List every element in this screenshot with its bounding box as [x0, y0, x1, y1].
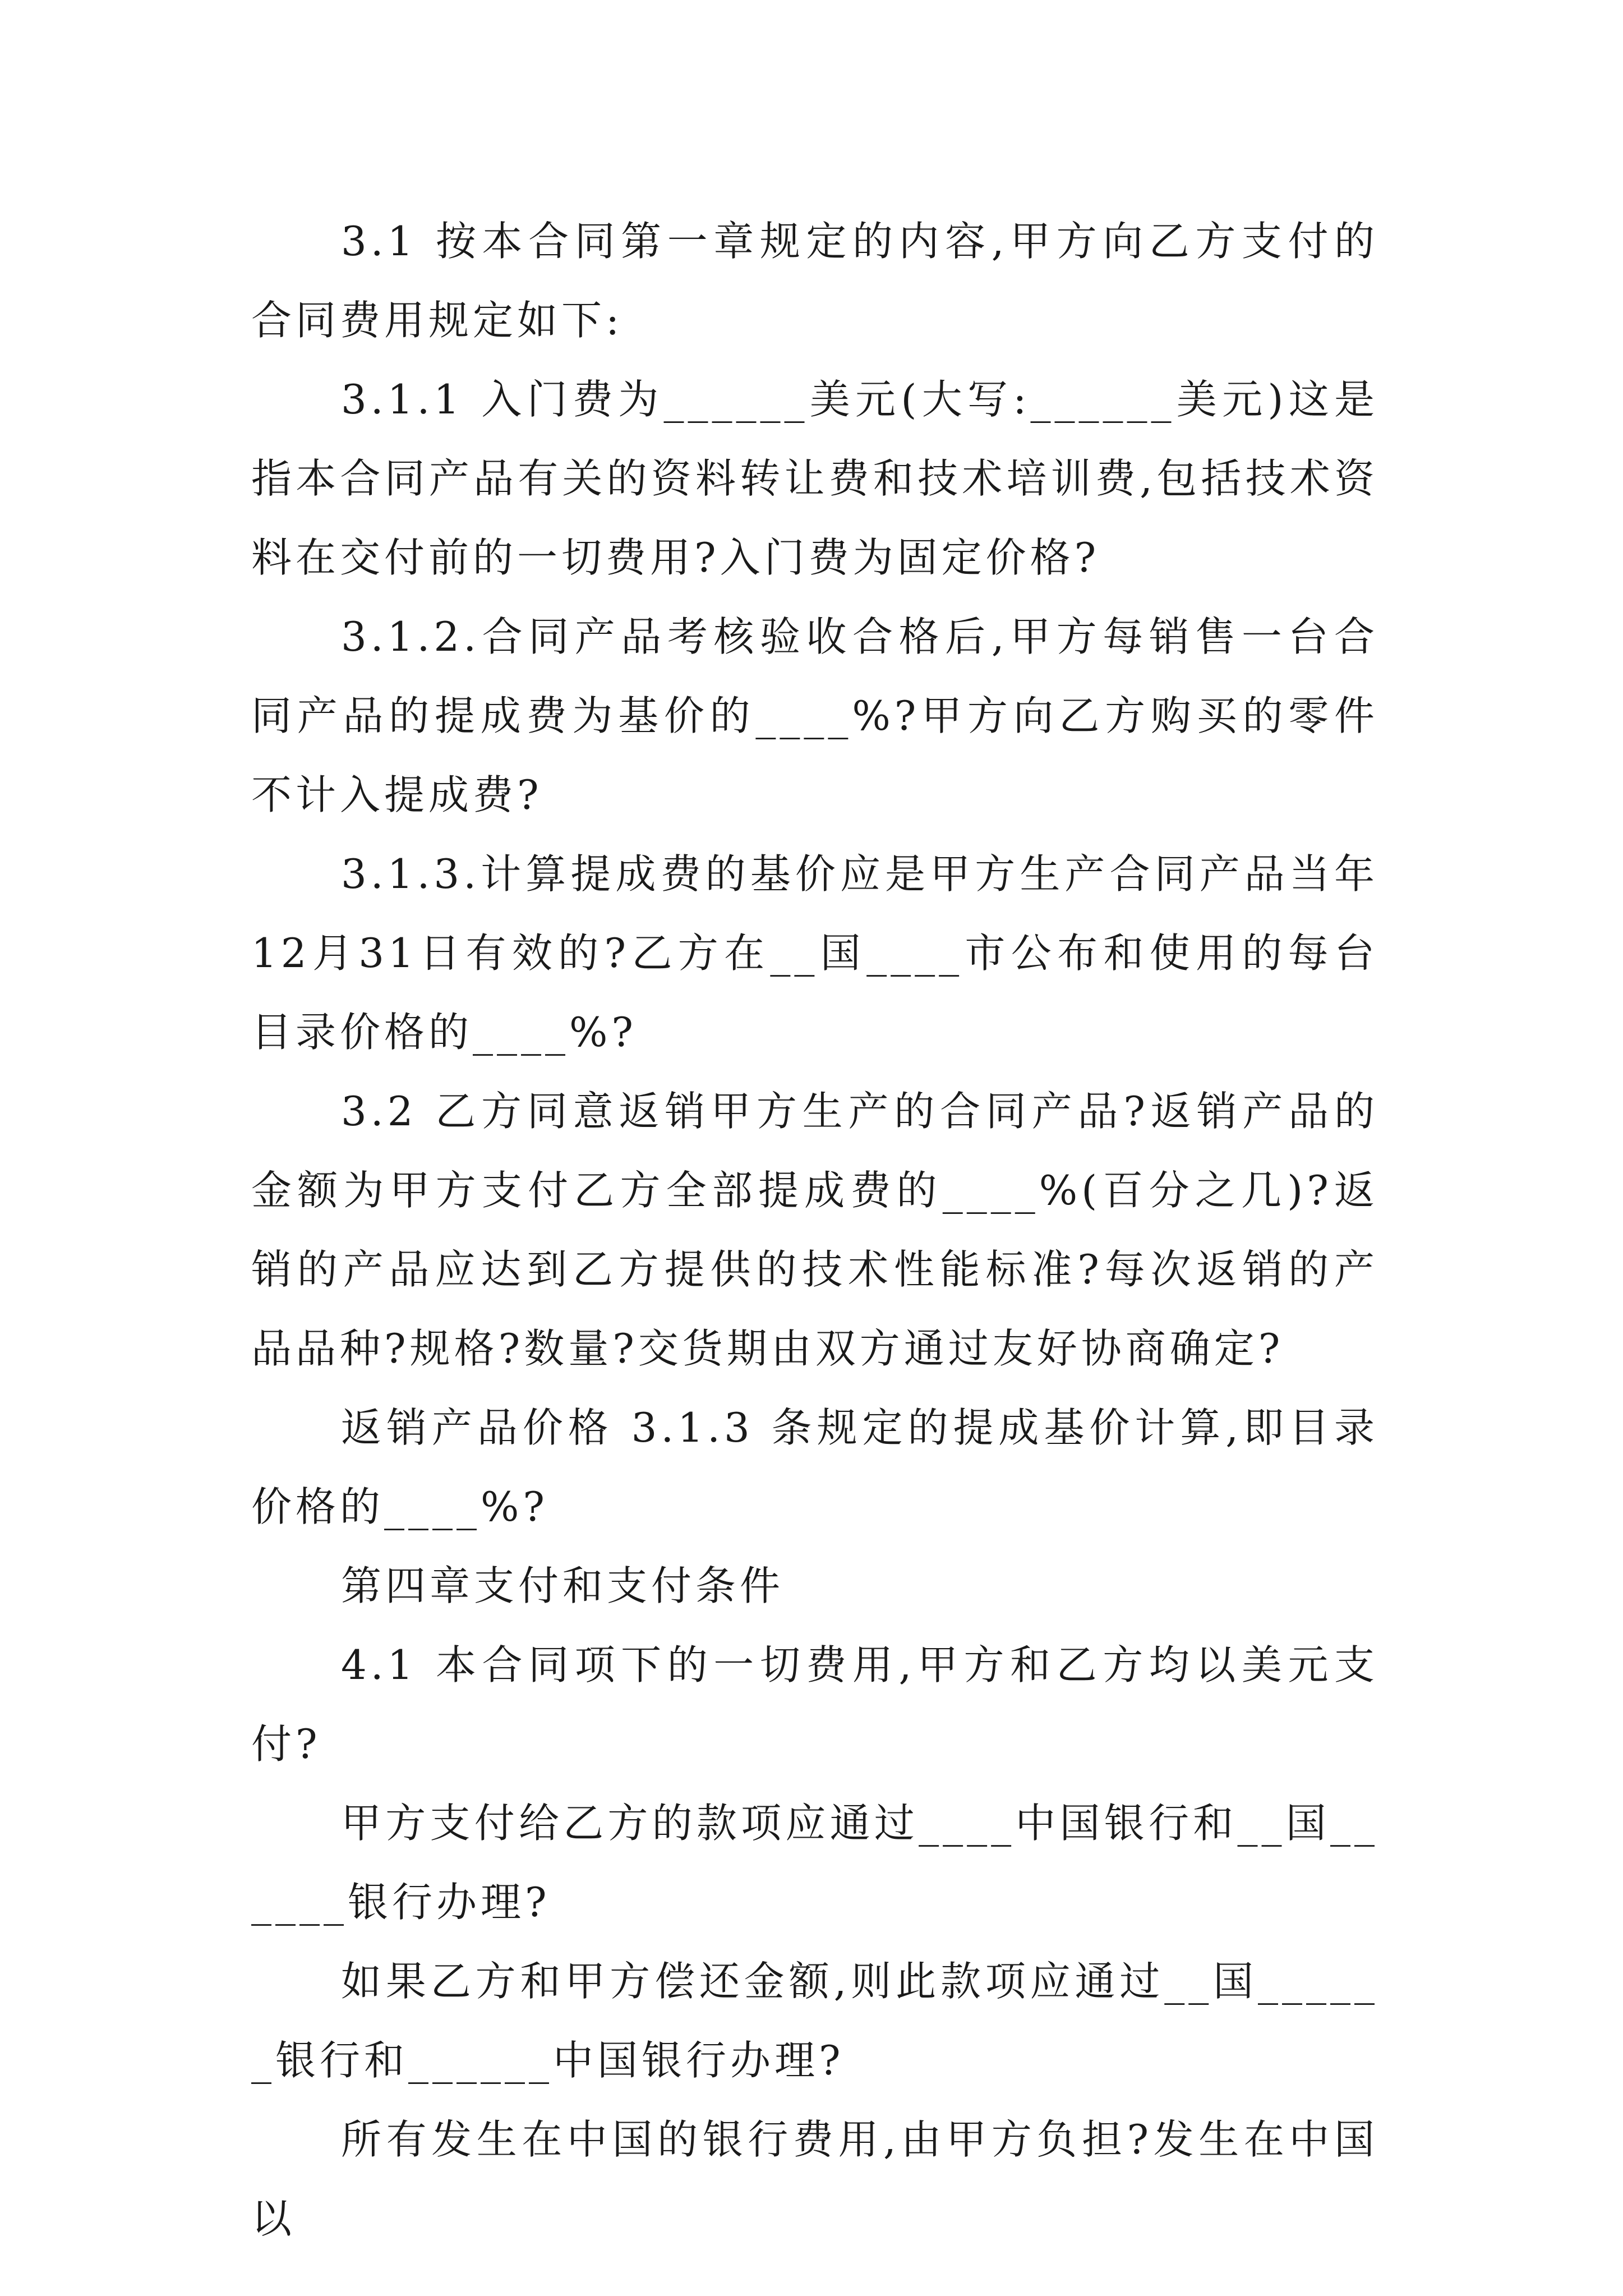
- paragraph-4-1: 4.1 本合同项下的一切费用,甲方和乙方均以美元支付?: [251, 1641, 1378, 1768]
- chapter-4-heading: 第四章支付和支付条件: [341, 1562, 785, 1609]
- paragraph-3-1-2: 3.1.2.合同产品考核验收合格后,甲方每销售一台合同产品的提成费为基价的____%?甲方向乙方购买的零件不计入提成费?: [251, 613, 1378, 818]
- document-body: [251, 202, 1378, 2258]
- paragraph-bank-fees: 所有发生在中国的银行费用,由甲方负担?发生在中国以: [251, 2116, 1378, 2242]
- paragraph-3-1: 3.1 按本合同第一章规定的内容,甲方向乙方支付的合同费用规定如下:: [251, 218, 1378, 344]
- paragraph-repayment-bank: 如果乙方和甲方偿还金额,则此款项应通过__国______银行和______中国银行办理?: [251, 1958, 1378, 2084]
- paragraph-payment-bank: 甲方支付给乙方的款项应通过____中国银行和__国______银行办理?: [251, 1800, 1378, 1926]
- paragraph-3-1-1: 3.1.1 入门费为______美元(大写:______美元)这是指本合同产品有关的资料转让费和技术培训费,包括技术资料在交付前的一切费用?入门费为固定价格?: [251, 376, 1378, 581]
- paragraph-buyback-price: 返销产品价格 3.1.3 条规定的提成基价计算,即目录价格的____%?: [251, 1404, 1378, 1530]
- paragraph-3-2: 3.2 乙方同意返销甲方生产的合同产品?返销产品的金额为甲方支付乙方全部提成费的____%(百分之几)?返销的产品应达到乙方提供的技术性能标准?每次返销的产品品种?规格?数量?交货期由双方通过友好协商确定?: [251, 1088, 1378, 1372]
- paragraph-3-1-3: 3.1.3.计算提成费的基价应是甲方生产合同产品当年12月31日有效的?乙方在__国____市公布和使用的每台目录价格的____%?: [251, 850, 1378, 1056]
